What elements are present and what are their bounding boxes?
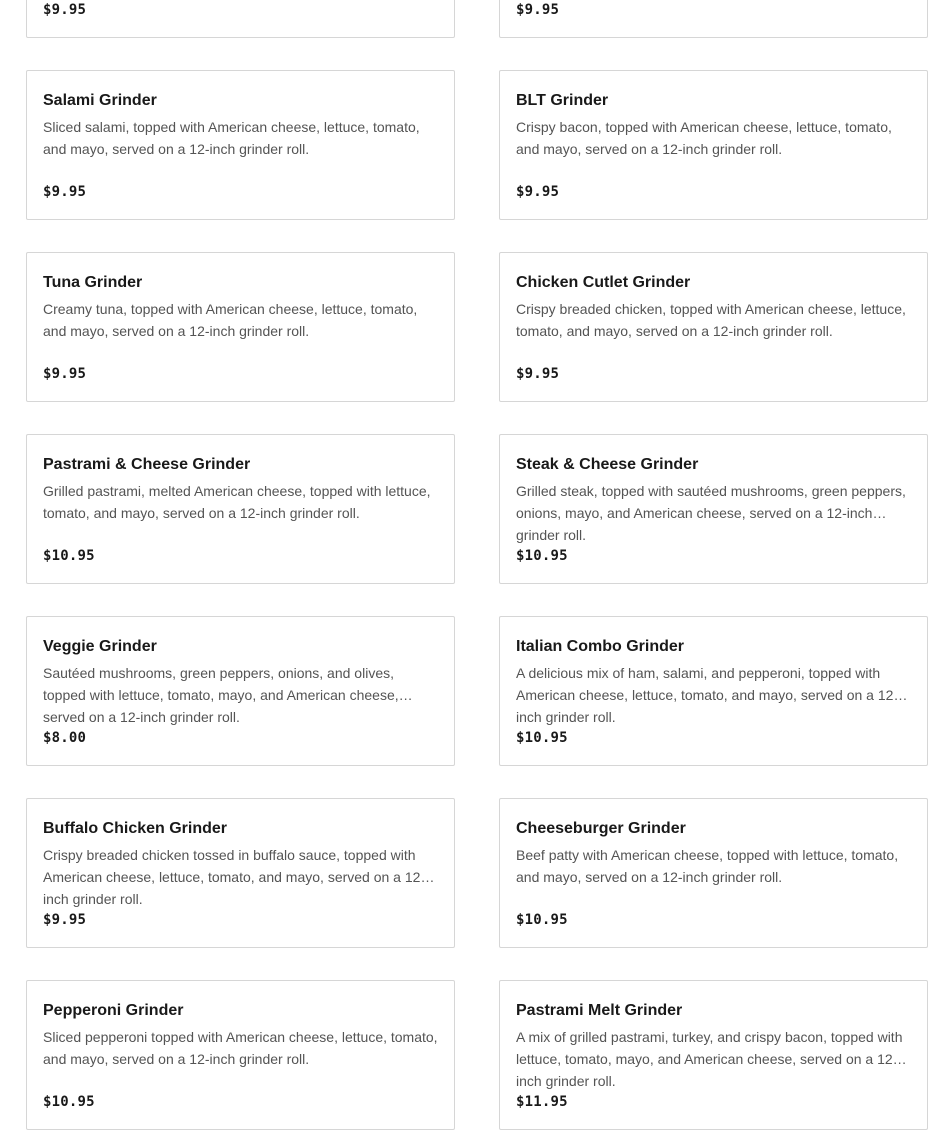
menu-item-card-buffalo-chicken-grinder[interactable] (26, 798, 455, 948)
menu-item-price: $9.95 (516, 184, 560, 200)
menu-item-card-chicken-cutlet-grinder[interactable] (499, 252, 928, 402)
menu-item-description: Crispy breaded chicken tossed in buffalo sauce, topped with American cheese, lettuce, tomato, and mayo, served on a 12-inch grinder roll. (43, 847, 426, 907)
menu-item-description: Beef patty with American cheese, topped with lettuce, tomato, and mayo, served on a 12-inch grinder roll. (516, 847, 899, 885)
menu-item-price: $9.95 (516, 366, 560, 382)
menu-item-price: $10.95 (43, 1094, 95, 1110)
menu-item-name: Veggie Grinder (43, 638, 157, 655)
menu-item-card[interactable] (26, 0, 455, 38)
menu-item-name: Italian Combo Grinder (516, 638, 685, 655)
menu-item-name: Pastrami Melt Grinder (516, 1002, 683, 1019)
menu-item-description: A delicious mix of ham, salami, and pepperoni, topped with American cheese, lettuce, tomato, and mayo, served on a 12-inch grinder roll. (516, 665, 899, 725)
menu-item-description: Grilled pastrami, melted American cheese, topped with lettuce, tomato, and mayo, served on a 12-inch grinder roll. (43, 483, 431, 521)
menu-item-card-tuna-grinder[interactable] (26, 252, 455, 402)
menu-item-description: Grilled steak, topped with sautéed mushrooms, green peppers, onions, mayo, and American cheese, served on a 12-inch grinder roll. (516, 483, 906, 543)
menu-item-description: Sliced salami, topped with American cheese, lettuce, tomato, and mayo, served on a 12-inch grinder roll. (43, 119, 420, 157)
menu-item-name: BLT Grinder (516, 92, 609, 109)
menu-item-card-pastrami-cheese-grinder[interactable] (26, 434, 455, 584)
menu-item-price: $8.00 (43, 730, 87, 746)
menu-item-card-veggie-grinder[interactable] (26, 616, 455, 766)
menu-item-card-blt-grinder[interactable] (499, 70, 928, 220)
menu-item-price: $10.95 (43, 548, 95, 564)
menu-item-name: Salami Grinder (43, 92, 157, 109)
menu-item-price: $9.95 (43, 2, 87, 18)
menu-item-card-cheeseburger-grinder[interactable] (499, 798, 928, 948)
menu-item-name: Steak & Cheese Grinder (516, 456, 699, 473)
menu-item-card[interactable] (499, 0, 928, 38)
menu-item-description: Sautéed mushrooms, green peppers, onions, and olives, topped with lettuce, tomato, mayo, and American cheese, served on a 12-inch grinder roll. (43, 665, 399, 725)
menu-item-card-pastrami-melt-grinder[interactable] (499, 980, 928, 1130)
menu-item-name: Tuna Grinder (43, 274, 143, 291)
menu-item-name: Chicken Cutlet Grinder (516, 274, 691, 291)
menu-item-price: $10.95 (516, 730, 568, 746)
menu-item-description: Crispy breaded chicken, topped with American cheese, lettuce, tomato, and mayo, served on a 12-inch grinder roll. (516, 301, 906, 339)
menu-item-price: $9.95 (43, 184, 87, 200)
menu-item-price: $9.95 (43, 366, 87, 382)
menu-item-price: $11.95 (516, 1094, 568, 1110)
menu-item-name: Cheeseburger Grinder (516, 820, 686, 837)
menu-item-card-pepperoni-grinder[interactable] (26, 980, 455, 1130)
menu-item-name: Pepperoni Grinder (43, 1002, 184, 1019)
menu-item-price: $10.95 (516, 548, 568, 564)
menu-item-description: Sliced pepperoni topped with American cheese, lettuce, tomato, and mayo, served on a 12-inch grinder roll. (43, 1029, 438, 1067)
menu-item-card-italian-combo-grinder[interactable] (499, 616, 928, 766)
menu-item-price: $9.95 (43, 912, 87, 928)
menu-item-name: Buffalo Chicken Grinder (43, 820, 228, 837)
menu-item-card-salami-grinder[interactable] (26, 70, 455, 220)
menu-item-description: Crispy bacon, topped with American cheese, lettuce, tomato, and mayo, served on a 12-inch grinder roll. (516, 119, 892, 157)
menu-item-name: Pastrami & Cheese Grinder (43, 456, 251, 473)
menu-item-price: $10.95 (516, 912, 568, 928)
menu-item-price: $9.95 (516, 2, 560, 18)
menu-item-card-steak-cheese-grinder[interactable] (499, 434, 928, 584)
menu-item-description: A mix of grilled pastrami, turkey, and crispy bacon, topped with lettuce, tomato, mayo, and American cheese, served on a 12-inch grinder roll. (516, 1029, 903, 1089)
menu-item-description: Creamy tuna, topped with American cheese, lettuce, tomato, and mayo, served on a 12-inch grinder roll. (43, 301, 418, 339)
